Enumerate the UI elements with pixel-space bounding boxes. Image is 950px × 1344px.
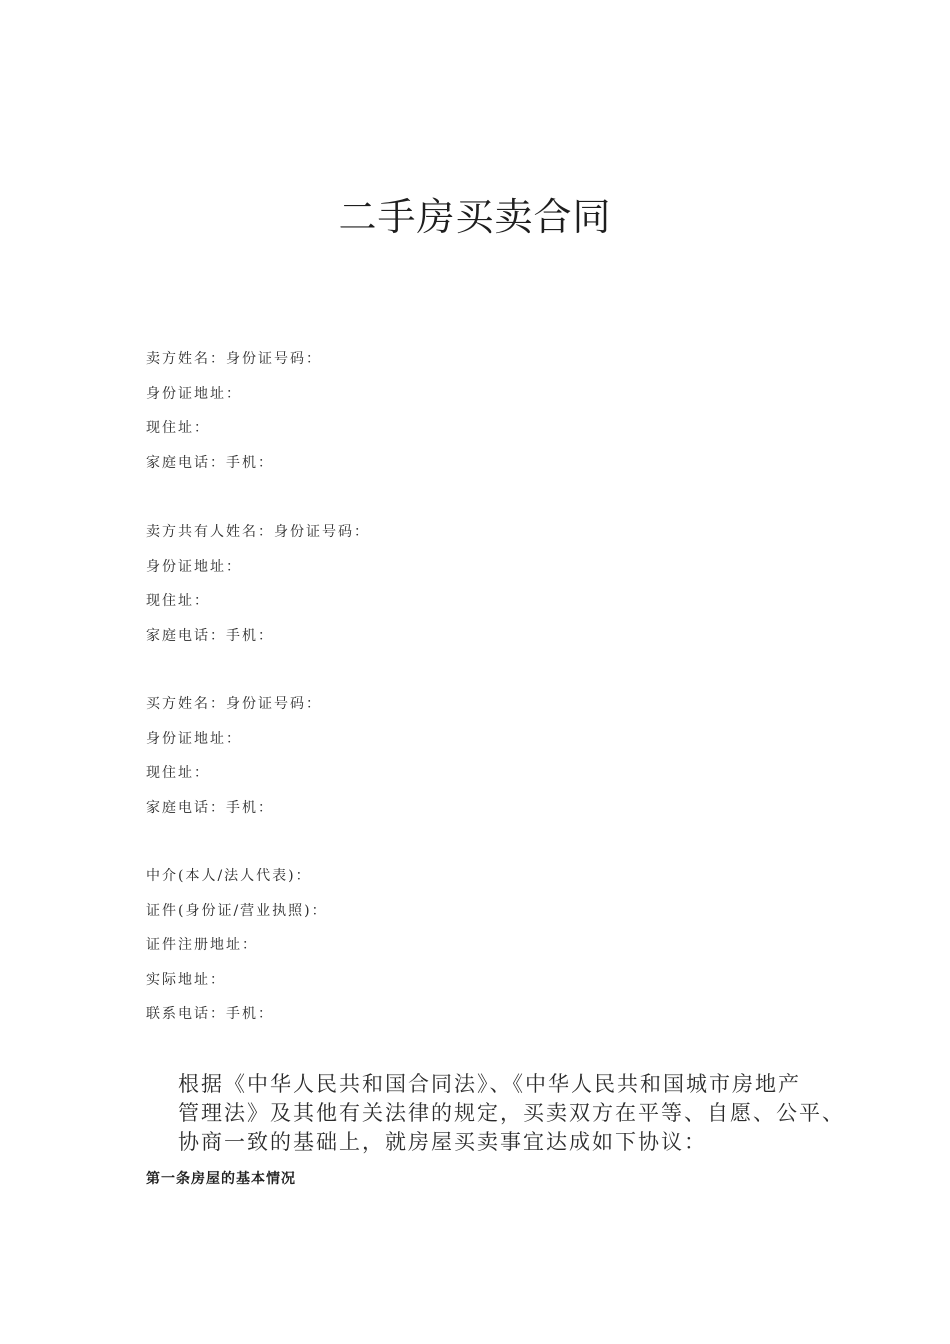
co-owner-phone-line: 家庭电话：手机： [146,627,274,644]
preamble-paragraph [178,1070,845,1157]
agent-info-block [146,866,328,1039]
buyer-phone-line: 家庭电话：手机： [146,799,274,816]
buyer-name-id-line: 买方姓名：身份证号码： [146,696,322,712]
agent-registered-address-line: 证件注册地址： [146,937,258,953]
preamble-line: 管理法》及其他有关法律的规定，买卖双方在平等、自愿、公平、 [178,1101,845,1125]
preamble-line: 根据《中华人民共和国合同法》、《中华人民共和国城市房地产 [178,1072,801,1096]
agent-certificate-line: 证件(身份证/营业执照)： [146,902,328,919]
buyer-id-address-line: 身份证地址： [146,730,242,747]
buyer-current-address-line: 现住址： [146,765,210,781]
section-1-heading: 第一条房屋的基本情况 [146,1171,296,1187]
seller-phone-line: 家庭电话：手机： [146,454,274,471]
co-owner-name-id-line: 卖方共有人姓名：身份证号码： [146,524,370,540]
co-owner-info-block [146,522,370,660]
seller-current-address-line: 现住址： [146,420,210,436]
agent-phone-line: 联系电话：手机： [146,1006,274,1022]
co-owner-id-address-line: 身份证地址： [146,558,242,575]
seller-id-address-line: 身份证地址： [146,385,242,402]
document-title: 二手房买卖合同 [338,195,612,239]
buyer-info-block [146,694,322,832]
preamble-line: 协商一致的基础上，就房屋买卖事宜达成如下协议： [178,1130,707,1154]
agent-actual-address-line: 实际地址： [146,971,226,988]
agent-representative-line: 中介(本人/法人代表)： [146,868,312,884]
seller-info-block [146,349,322,487]
seller-name-id-line: 卖方姓名：身份证号码： [146,351,322,367]
co-owner-current-address-line: 现住址： [146,593,210,609]
